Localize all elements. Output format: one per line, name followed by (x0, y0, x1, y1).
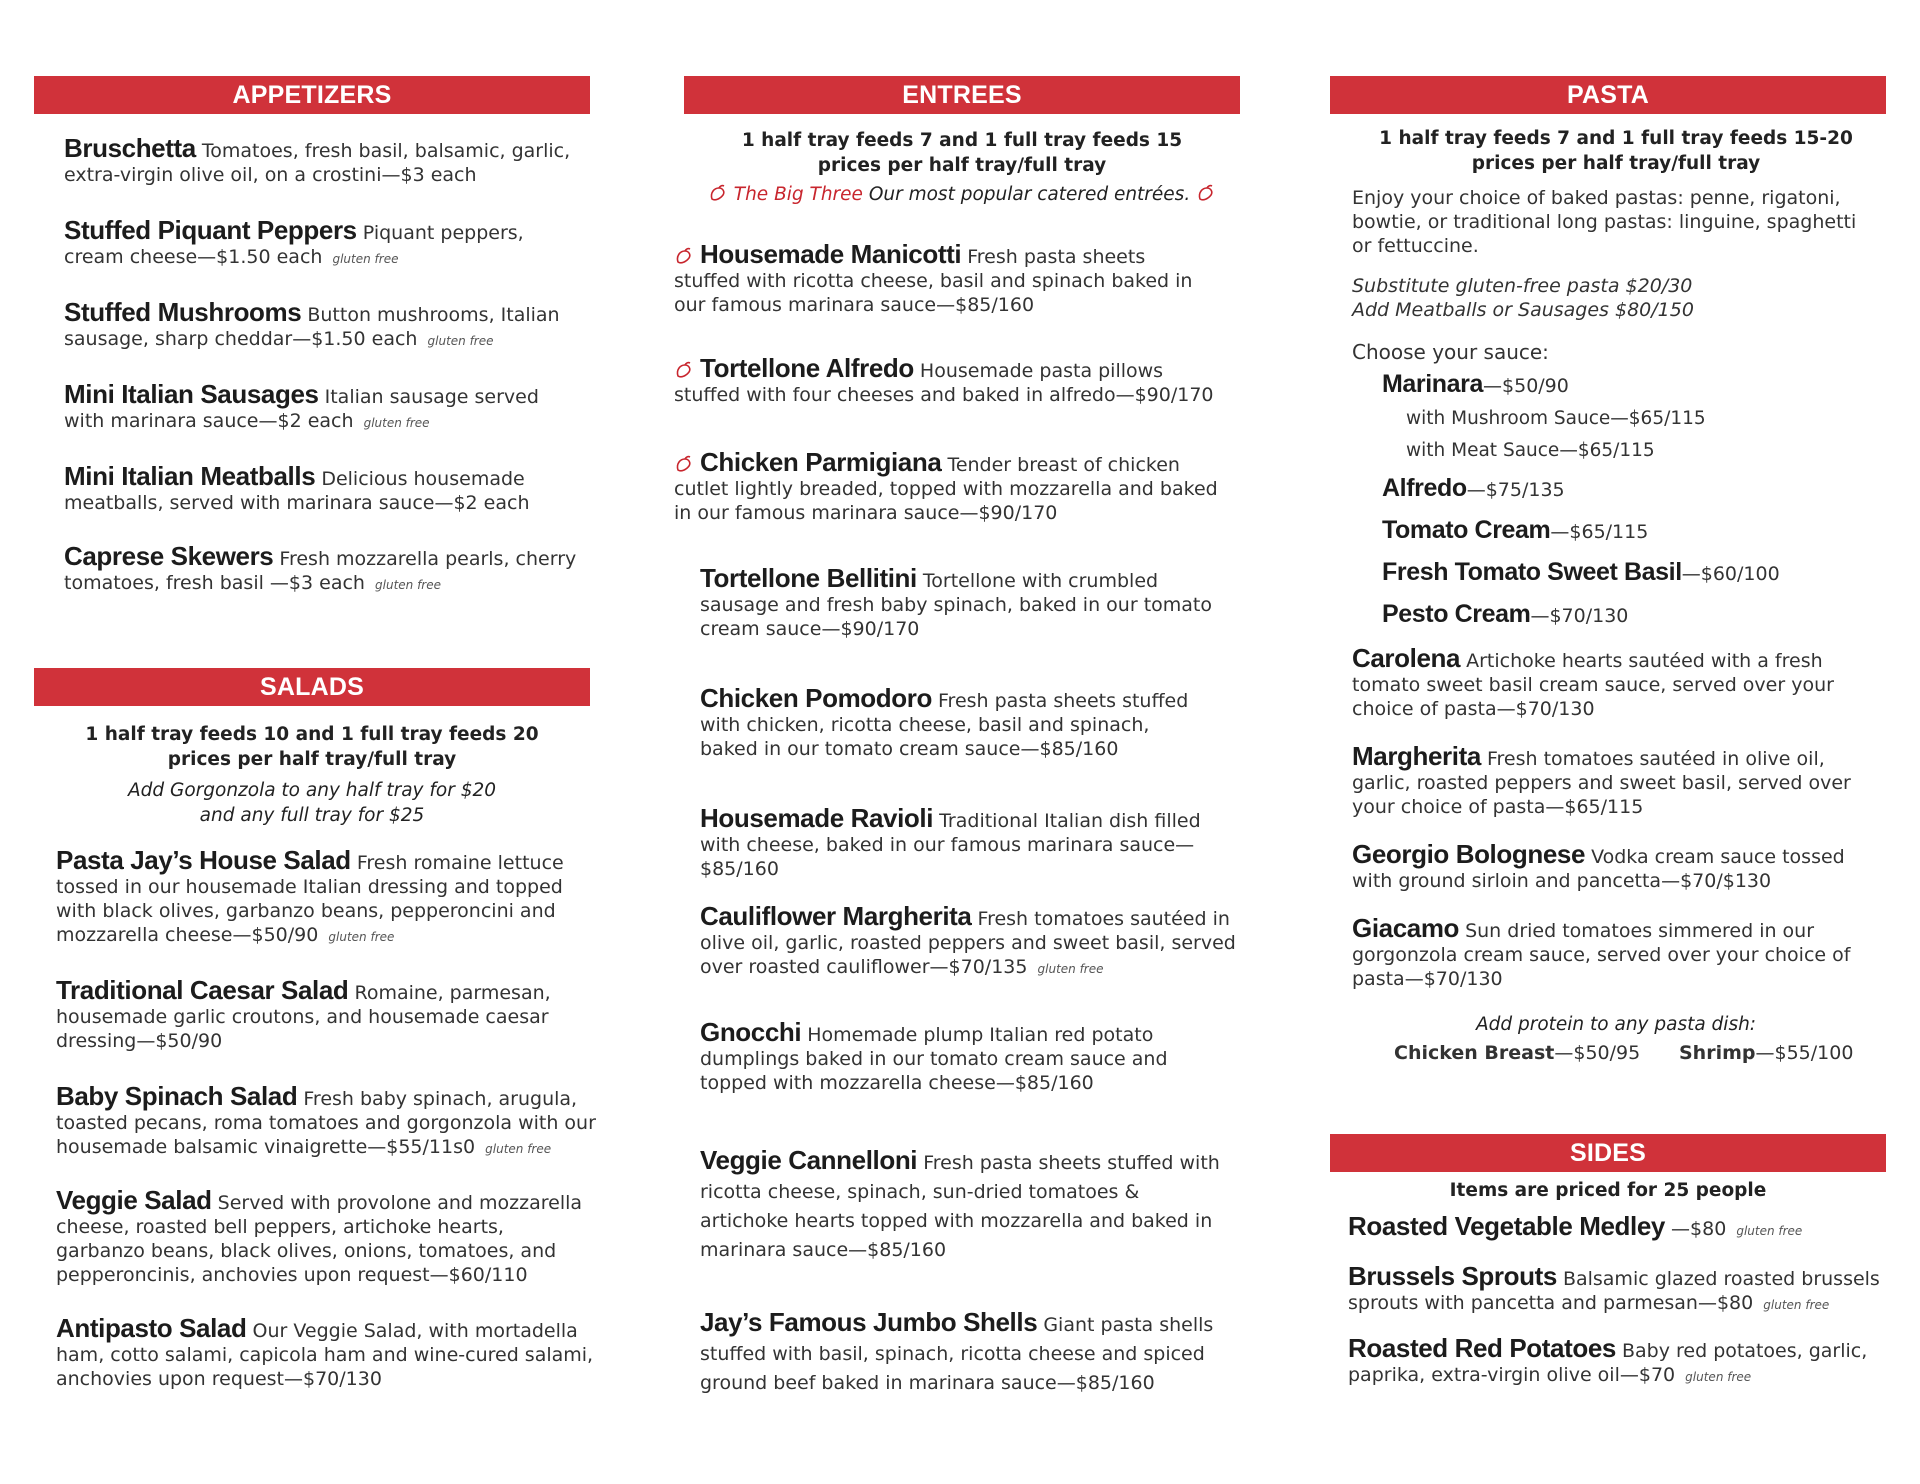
pepper-icon (708, 183, 728, 203)
gluten-free-tag: gluten free (1685, 1370, 1752, 1384)
sauce-price: —$65/115 (1559, 440, 1655, 461)
menu-item (700, 803, 1245, 881)
item-name: Carolena (1352, 643, 1461, 673)
menu-item (56, 845, 596, 949)
menu-item (700, 1308, 1245, 1398)
entrees-note-prices: prices per half tray/full tray (817, 155, 1107, 176)
item-desc: Fresh mozzarella pearls, cherry tomatoes, fresh basil —$3 each (64, 548, 577, 594)
sides-header: SIDES (1330, 1134, 1886, 1172)
item-desc: Our Veggie Salad, with mortadella ham, cotto salami, capicola ham and wine-cured salami, anchovies upon request—$70/130 (56, 1320, 594, 1390)
menu-item (64, 461, 584, 515)
menu-item (64, 541, 584, 597)
sauce-name: with Mushroom Sauce (1406, 408, 1611, 429)
item-name: Chicken Pomodoro (700, 683, 932, 713)
item-name: Caprese Skewers (64, 541, 274, 571)
item-desc: Sun dried tomatoes simmered in our gorgonzola cream sauce, served over your choice of pasta—$70/130 (1352, 920, 1851, 990)
pasta-substitutions (1352, 274, 1877, 322)
item-desc: Button mushrooms, Italian sausage, sharp cheddar—$1.50 each (64, 304, 560, 350)
gluten-free-tag: gluten free (363, 416, 430, 430)
item-desc: Piquant peppers, cream cheese—$1.50 each (64, 222, 524, 268)
item-desc: Artichoke hearts sautéed with a fresh tomato sweet basil cream sauce, served over your choice of pasta—$70/130 (1352, 650, 1834, 720)
item-name: Brussels Sprouts (1348, 1261, 1557, 1291)
sauce-price: —$65/115 (1610, 408, 1706, 429)
item-name: Antipasto Salad (56, 1313, 247, 1343)
pasta-notes (1338, 126, 1894, 176)
item-name: Veggie Salad (56, 1185, 212, 1215)
gluten-free-tag: gluten free (1736, 1224, 1803, 1238)
protein-chicken (1394, 1042, 1640, 1064)
menu-item (56, 1313, 601, 1391)
item-desc: Fresh pasta sheets stuffed with ricotta cheese, basil and spinach baked in our famous marinara sauce—$85/160 (674, 246, 1193, 316)
choose-sauce-label: Choose your sauce: (1352, 340, 1549, 364)
item-name: Baby Spinach Salad (56, 1081, 298, 1111)
menu-item (1348, 1333, 1888, 1389)
pepper-icon (674, 246, 694, 266)
pasta-intro: Enjoy your choice of baked pastas: penne, rigatoni, bowtie, or traditional long pastas: linguine, spaghetti or fettuccine. (1352, 187, 1857, 257)
menu-item (700, 1017, 1200, 1095)
add-meatballs: Add Meatballs or Sausages $80/150 (1352, 299, 1694, 321)
sauce-price: —$60/100 (1681, 563, 1780, 585)
menu-item (700, 563, 1225, 641)
protein-name: Shrimp (1679, 1042, 1756, 1064)
item-desc: Fresh baby spinach, arugula, toasted pecans, roma tomatoes and gorgonzola with our housemade balsamic vinaigrette—$55/11s0 (56, 1088, 596, 1158)
menu-item (700, 1146, 1225, 1265)
item-name: Pasta Jay’s House Salad (56, 845, 351, 875)
pasta-note-prices: prices per half tray/full tray (1471, 153, 1761, 174)
sauce-item (1382, 600, 1628, 629)
sauce-price: —$75/135 (1466, 479, 1565, 501)
item-desc: Served with provolone and mozzarella cheese, roasted bell peppers, artichoke hearts, garbanzo beans, black olives, onions, tomatoes, and pepperoncinis, anchovies upon request—$60/110 (56, 1192, 583, 1286)
protein-shrimp (1679, 1042, 1853, 1064)
big-three-text: Our most popular catered entrées. (868, 184, 1191, 205)
item-desc: Tomatoes, fresh basil, balsamic, garlic, extra-virgin olive oil, on a crostini—$3 each (64, 140, 571, 186)
item-desc: Fresh tomatoes sautéed in olive oil, garlic, roasted peppers and sweet basil, served over your choice of pasta—$65/115 (1352, 748, 1851, 818)
salads-header: SALADS (34, 668, 590, 706)
item-desc: Delicious housemade meatballs, served with marinara sauce—$2 each (64, 468, 530, 514)
item-name: Margherita (1352, 741, 1481, 771)
menu-item (700, 901, 1245, 981)
salads-note-gorgonzola-2: and any full tray for $25 (199, 805, 425, 826)
item-name: Veggie Cannelloni (700, 1145, 918, 1175)
pepper-icon (674, 454, 694, 474)
protein-price: —$50/95 (1554, 1042, 1641, 1064)
pasta-header: PASTA (1330, 76, 1886, 114)
entrees-notes (684, 128, 1240, 207)
salads-note-prices: prices per half tray/full tray (167, 749, 457, 770)
item-name: Georgio Bolognese (1352, 839, 1586, 869)
item-name: Housemade Ravioli (700, 803, 934, 833)
item-name: Housemade Manicotti (700, 239, 962, 269)
menu-item (674, 447, 1224, 525)
item-name: Stuffed Piquant Peppers (64, 215, 357, 245)
item-name: Tortellone Bellitini (700, 563, 917, 593)
entrees-note-feeds: 1 half tray feeds 7 and 1 full tray feeds 15 (741, 130, 1183, 151)
protein-name: Chicken Breast (1394, 1042, 1555, 1064)
big-three-label: The Big Three (733, 184, 863, 205)
item-desc: Traditional Italian dish filled with cheese, baked in our famous marinara sauce—$85/160 (700, 810, 1201, 880)
item-name: Jay’s Famous Jumbo Shells (700, 1307, 1038, 1337)
item-desc: Fresh pasta sheets stuffed with chicken, ricotta cheese, basil and spinach, baked in our tomato cream sauce—$85/160 (700, 690, 1189, 760)
sauce-item (1382, 370, 1569, 399)
salads-note-feeds: 1 half tray feeds 10 and 1 full tray feeds 20 (85, 724, 539, 745)
sauce-item (1406, 408, 1706, 429)
item-name: Gnocchi (700, 1017, 802, 1047)
item-desc: Giant pasta shells stuffed with basil, spinach, ricotta cheese and spiced ground beef baked in marinara sauce—$85/160 (700, 1314, 1214, 1394)
menu-item (64, 297, 584, 353)
item-desc: Fresh pasta sheets stuffed with ricotta cheese, spinach, sun-dried tomatoes & artichoke hearts topped with mozzarella and baked in marinara sauce—$85/160 (700, 1152, 1220, 1261)
sauce-name: Pesto Cream (1382, 600, 1531, 628)
menu-item (56, 975, 576, 1053)
sauce-item (1406, 440, 1655, 461)
pepper-icon (1196, 183, 1216, 203)
salads-notes (34, 722, 590, 828)
item-name: Mini Italian Sausages (64, 379, 319, 409)
item-desc: —$80 (1671, 1218, 1727, 1240)
menu-item (1348, 1211, 1888, 1243)
menu-item (56, 1081, 596, 1161)
menu-item (674, 353, 1224, 407)
gluten-free-tag: gluten free (332, 252, 399, 266)
menu-item (64, 133, 584, 187)
sauce-price: —$65/115 (1550, 521, 1649, 543)
menu-item (56, 1185, 586, 1287)
gluten-free-tag: gluten free (485, 1142, 552, 1156)
item-name: Stuffed Mushrooms (64, 297, 302, 327)
item-desc: Tender breast of chicken cutlet lightly breaded, topped with mozzarella and baked in our famous marinara sauce—$90/170 (674, 454, 1218, 524)
menu-item (1352, 741, 1872, 819)
menu-item (64, 379, 584, 435)
sauce-name: Tomato Cream (1382, 516, 1551, 544)
item-name: Chicken Parmigiana (700, 447, 942, 477)
item-name: Roasted Vegetable Medley (1348, 1211, 1665, 1241)
sauce-price: —$50/90 (1483, 375, 1569, 397)
item-desc: Vodka cream sauce tossed with ground sirloin and pancetta—$70/$130 (1352, 846, 1845, 892)
protein-note: Add protein to any pasta dish: (1475, 1014, 1757, 1035)
salads-note-gorgonzola-1: Add Gorgonzola to any half tray for $20 (127, 780, 497, 801)
menu-item (700, 683, 1200, 761)
sauce-item (1382, 558, 1780, 587)
item-name: Traditional Caesar Salad (56, 975, 349, 1005)
item-name: Mini Italian Meatballs (64, 461, 316, 491)
menu-item (1352, 643, 1862, 721)
item-name: Bruschetta (64, 133, 196, 163)
item-desc: Fresh romaine lettuce tossed in our housemade Italian dressing and topped with black olives, garbanzo beans, pepperoncini and mozzarella cheese—$50/90 (56, 852, 564, 946)
pasta-note-feeds: 1 half tray feeds 7 and 1 full tray feeds 15-20 (1379, 128, 1853, 149)
item-desc: Baby red potatoes, garlic, paprika, extra-virgin olive oil—$70 (1348, 1340, 1868, 1386)
sauce-name: Fresh Tomato Sweet Basil (1382, 558, 1682, 586)
item-desc: Tortellone with crumbled sausage and fresh baby spinach, baked in our tomato cream sauce—$90/170 (700, 570, 1212, 640)
item-desc: Homemade plump Italian red potato dumplings baked in our tomato cream sauce and topped with mozzarella cheese—$85/160 (700, 1024, 1168, 1094)
gluten-free-tag: gluten free (1037, 962, 1104, 976)
item-desc: Balsamic glazed roasted brussels sprouts with pancetta and parmesan—$80 (1348, 1268, 1880, 1314)
item-desc: Romaine, parmesan, housemade garlic croutons, and housemade caesar dressing—$50/90 (56, 982, 551, 1052)
menu-item (1352, 839, 1862, 893)
gluten-free-tag: gluten free (1763, 1298, 1830, 1312)
sauce-name: with Meat Sauce (1406, 440, 1560, 461)
item-desc: Italian sausage served with marinara sauce—$2 each (64, 386, 539, 432)
appetizers-header: APPETIZERS (34, 76, 590, 114)
sauce-name: Marinara (1382, 370, 1484, 398)
pepper-icon (674, 360, 694, 380)
item-name: Roasted Red Potatoes (1348, 1333, 1616, 1363)
menu-item (674, 239, 1204, 317)
sauce-price: —$70/130 (1530, 605, 1629, 627)
menu-item (1348, 1261, 1888, 1317)
gluten-free-tag: gluten free (328, 930, 395, 944)
entrees-header: ENTREES (684, 76, 1240, 114)
menu-item (64, 215, 584, 271)
menu-item (1352, 913, 1872, 991)
sauce-item (1382, 516, 1648, 545)
gluten-free-substitute: Substitute gluten-free pasta $20/30 (1352, 275, 1693, 297)
item-name: Giacamo (1352, 913, 1460, 943)
gluten-free-tag: gluten free (375, 578, 442, 592)
item-name: Cauliflower Margherita (700, 901, 972, 931)
sides-note: Items are priced for 25 people (1449, 1180, 1767, 1201)
sauce-name: Alfredo (1382, 474, 1467, 502)
item-name: Tortellone Alfredo (700, 353, 914, 383)
sauce-item (1382, 474, 1565, 503)
protein-price: —$55/100 (1755, 1042, 1854, 1064)
item-desc: Fresh tomatoes sautéed in olive oil, garlic, roasted peppers and sweet basil, served over roasted cauliflower—$70/135 (700, 908, 1236, 978)
gluten-free-tag: gluten free (427, 334, 494, 348)
item-desc: Housemade pasta pillows stuffed with four cheeses and baked in alfredo—$90/170 (674, 360, 1214, 406)
